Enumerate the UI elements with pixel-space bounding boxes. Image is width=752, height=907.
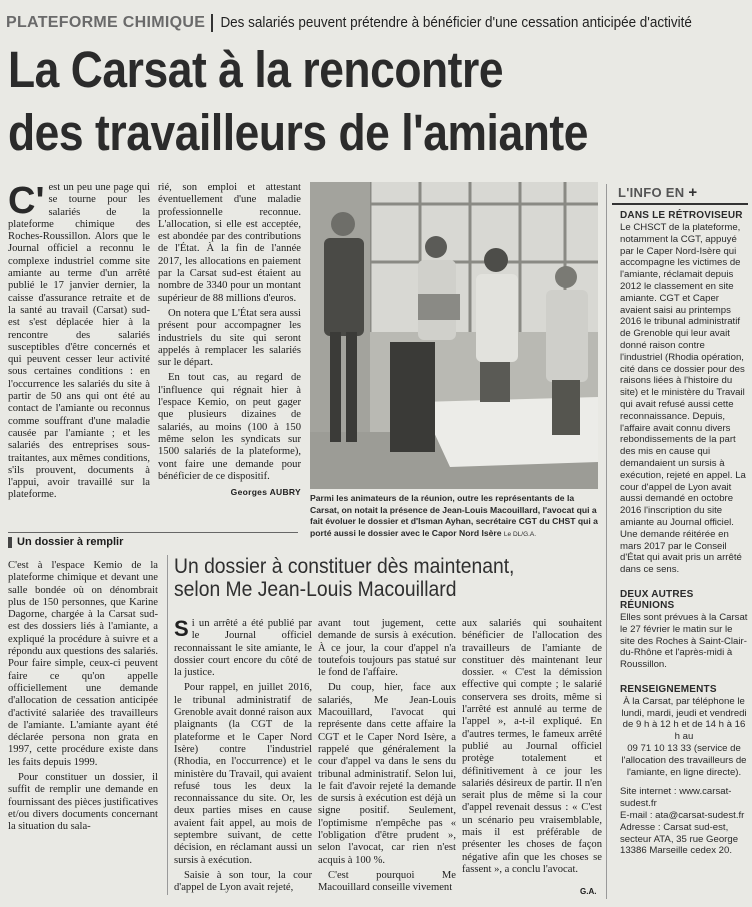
info-heading: DANS LE RÉTROVISEUR bbox=[620, 210, 743, 221]
info-heading: RENSEIGNEMENTS bbox=[620, 683, 717, 695]
column-divider bbox=[167, 555, 168, 895]
dropcap: C' bbox=[8, 182, 45, 222]
headline-line-2: des travailleurs de l'amiante bbox=[8, 104, 588, 161]
rubric-label: PLATEFORME CHIMIQUE bbox=[6, 14, 213, 32]
contact-block bbox=[612, 684, 748, 857]
article2-title-line-1: Un dossier à constituer dès maintenant, bbox=[174, 555, 515, 578]
article2-paragraph: Saisie à son tour, la cour d'appel de Lyon avait rejeté, bbox=[174, 869, 312, 894]
contact-phone: 09 71 10 13 33 (service de l'allocation des travailleurs de l'amiante, en ligne directe). bbox=[621, 743, 747, 778]
contact-website: Site internet : www.carsat-sudest.fr bbox=[620, 786, 732, 810]
article2-paragraph: avant tout jugement, cette demande de sursis à exécution. À ce jour, la cour d'appel n'a toutefois toujours pas statué sur le fond de l'affaire. bbox=[318, 618, 456, 679]
deck-text: Des salariés peuvent prétendre à bénéficier d'une cessation anticipée d'activité bbox=[220, 15, 693, 31]
article2-title-line-2: selon Me Jean-Louis Macouillard bbox=[174, 578, 457, 601]
article1-paragraph: est un peu une page qui se tourne pour les salariés de la plateforme chimique des Roches-Roussillon. Alors que le Journal officiel a reconnu le complexe industriel comme site amiante au terme d'un arrêté publié le 17 janvier dernier, la caisse d'assurance retraite et de la santé au travail (Carsat) sud-est s'est déplacée hier à la rencontre des salariés susceptibles d'être concernés et qui peuvent cesser leur activité sous certaines conditions : en l'occurrence les salariés du site à partir de 50 ans qui ont été au contact de l'amiante ou reconnus comme souffrant d'une maladie causée par l'amiante ; et les salariés des entreprises sous-traitantes, aux mêmes conditions, s'ils prouvent, documents à l'appui, avoir travaillé sur la plateforme. bbox=[8, 182, 150, 501]
article2-paragraph: C'est pourquoi Me Macouillard conseille vivement bbox=[318, 869, 456, 894]
sidebar-divider bbox=[606, 184, 607, 899]
square-marker-icon bbox=[8, 537, 12, 548]
article1-column-2 bbox=[158, 182, 301, 530]
article2-column-2 bbox=[318, 618, 456, 900]
article2-paragraph: aux salariés qui souhaitent bénéficier de l'allocation des travailleurs de l'amiante de constituer dès maintenant leur dossier. « C'est la démission effective qui compte ; le salarié conservera ses droits, même si l'arrêté est annulé au terme de l'appel », a-t-il expliqué. En d'autres termes, le fameux arrêté publié au Journal officiel protège totalement et définitivement à ce jour les salariés désireux de partir. Il n'en serait plus de même si la cour d'appel revenait dessus : « C'est un scénario peu vraisemblable, mais il est préférable de présenter les choses de façon négative afin que les choses se fassent », a conclu l'avocat. bbox=[462, 618, 602, 875]
info-box-title bbox=[612, 184, 748, 205]
article2-paragraph: i un arrêté a été publié par le Journal officiel reconnaissant le site amiante, le dossier court encore du côté de la justice. bbox=[174, 618, 312, 679]
article2-paragraph: Du coup, hier, face aux salariés, Me Jean-Louis Macouillard, l'avocat qui représente dans cette affaire la CGT et le Caper Nord Isère, a rappelé que généralement la cour d'appel va dans le sens du tribunal administratif. Selon lui, le fait d'avoir rejeté la demande de sursis à exécution est déjà un signe positif. Seulement, l'optimisme n'empêche pas « l'obligation d'être prudent », selon l'avocat, car rien n'est acquis à 100 %. bbox=[318, 682, 456, 866]
dropcap: S bbox=[174, 618, 189, 641]
photo-caption bbox=[310, 493, 600, 540]
info-box-title-text: L'INFO EN bbox=[618, 185, 685, 200]
headline-line-1: La Carsat à la rencontre bbox=[8, 41, 504, 98]
article1-signature: Georges AUBRY bbox=[230, 487, 301, 498]
caption-text: Parmi les animateurs de la réunion, outre les représentants de la Carsat, on notait la présence de Jean-Louis Macouillard, l'avocat qui a fait évoluer le dossier et d'Isman Ayhan, secrétaire CGT du CHST qui a porté aussi le dossier avec le Capor Nord Isère bbox=[310, 493, 598, 538]
article2-title bbox=[174, 555, 570, 601]
contact-email: E-mail : ata@carsat-sudest.fr bbox=[620, 810, 745, 822]
article1-paragraph: En tout cas, au regard de l'influence qui régnait hier à l'espace Kemio, on peut gager que plusieurs dizaines de salariés, au moins (100 à 150 même selon les syndicats sur 1500 salariés de la plateforme), vont faire une demande pour bénéficier de ce dispositif. bbox=[158, 372, 301, 482]
plus-icon: + bbox=[688, 184, 698, 201]
subsection-column bbox=[8, 560, 158, 902]
article2-paragraph: Pour rappel, en juillet 2016, le tribunal administratif de Grenoble avait donné raison aux plaignants (la CGT de la plateforme et le Caper Nord Isère) contre l'industriel (Rhodia, en l'occurrence) et le ministère du Travail, qui avaient refusé tous les deux la reconnaissance du site. Or, les deux parties mises en cause avaient fait appel, au mois de septembre suivant, de cette décision, en réclamant aussi un sursis à exécution. bbox=[174, 682, 312, 866]
photo-credit: Le DL/G.A. bbox=[503, 530, 537, 538]
subsection-title: Un dossier à remplir bbox=[17, 536, 124, 548]
headline bbox=[8, 38, 652, 164]
article1-column-1 bbox=[8, 182, 150, 526]
subsection-paragraph: C'est à l'espace Kemio de la plateforme chimique et devant une salle bondée où on dénombrait plus de 150 personnes, que Karine Dagorne, chargée à la Carsat sud-est des dossiers liés à l'amiante, a expliqué la procédure à suivre et a répondu aux questions des salariés. Pour faire simple, ceux-ci peuvent faire ce qu'on appelle officiellement une demande d'allocation de cessation anticipée d'activité salariée des travailleurs de l'amiante. L'amiante ayant été déclarée persona non grata en 1997, cette procédure existe dans les faits depuis 1999. bbox=[8, 560, 158, 768]
meeting-photo-illustration bbox=[310, 182, 598, 489]
meeting-photo bbox=[310, 182, 598, 489]
subsection-heading bbox=[8, 532, 298, 548]
info-text: Le CHSCT de la plateforme, notamment la CGT, appuyé par le Caper Nord-Isère qui accompagne les victimes de l'amiante, réclamait depuis 2012 le classement en site amiante. CGT et Caper avaient saisi au printemps 2016 le tribunal administratif de Grenoble qui leur avait donné raison contre l'industriel (Rhodia opération, cité dans ce dossier pour des raisons liées à l'histoire du site) et le ministère du Travail qui avait refusé aussi cette reconnaissance. Depuis, l'affaire avait connu divers rebondissements de la part des mis en cause qui demandaient un sursis à exécution, rejeté en appel. La cour d'appel de Lyon avait aussi demandé en octobre 2016 l'inscription du site amiante au Journal officiel. Une demande réitérée en mars 2017 par le Conseil d'État qui avait pris un arrêté dans ce sens. bbox=[620, 222, 746, 576]
article2-signature: G.A. bbox=[580, 887, 597, 896]
contact-line: À la Carsat, par téléphone le lundi, mardi, jeudi et vendredi de 9 h à 12 h et de 14 h à 16 h au bbox=[621, 695, 747, 743]
article1-paragraph: On notera que L'État sera aussi présent pour accompagner les industriels du site qui seront appelés à remplacer les salariés sur le départ. bbox=[158, 307, 301, 369]
info-text: Elles sont prévues à la Carsat le 27 février le matin sur le site des Roches à Saint-Clair-du-Rhône et l'après-midi à Roussillon. bbox=[620, 611, 748, 671]
article1-paragraph: rié, son emploi et attestant éventuellement d'une maladie professionnelle reconnue. L'allocation, si elle est acceptée, est abondée par des contributions de l'État. À la fin de l'année 2017, les allocations en paiement par la Carsat sud-est étaient au nombre de 3340 pour un montant supérieur de 88 millions d'euros. bbox=[158, 182, 301, 304]
contact-address: Adresse : Carsat sud-est, secteur ATA, 35 rue George 13386 Marseille cedex 20. bbox=[620, 821, 739, 857]
kicker bbox=[6, 12, 750, 34]
info-heading: DEUX AUTRES RÉUNIONS bbox=[620, 588, 694, 611]
info-box bbox=[612, 184, 748, 899]
article2-column-3 bbox=[462, 618, 602, 888]
subsection-paragraph: Pour constituer un dossier, il suffit de remplir une demande en fournissant des pièces justificatives et/ou divers documents concernant la situation du sala- bbox=[8, 772, 158, 833]
article2-column-1 bbox=[174, 618, 312, 900]
